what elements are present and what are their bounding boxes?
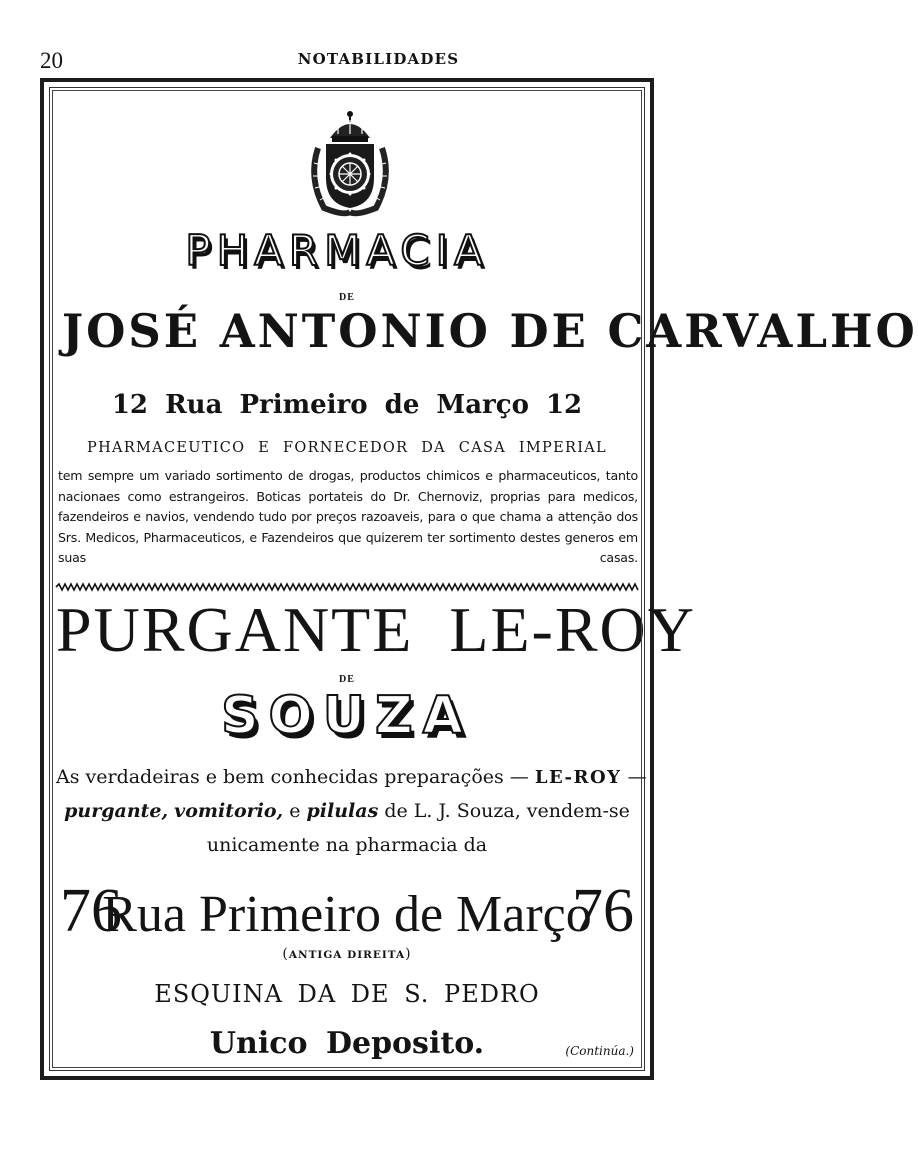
purgante-address	[56, 877, 638, 946]
continued-note: (Continúa.)	[565, 1044, 634, 1058]
pharmacy-heading: PHARMACIA	[185, 226, 489, 275]
advertisement-frame	[40, 78, 918, 1080]
open-paren: (	[282, 946, 289, 962]
conjunction: e	[289, 800, 301, 822]
close-paren: )	[405, 946, 412, 962]
owner-name: JOSÉ ANTONIO DE CARVALHO	[61, 304, 918, 358]
imperial-coat-of-arms-icon	[304, 108, 396, 218]
dash: —	[627, 766, 647, 788]
wavy-divider	[56, 582, 638, 592]
street-number-right: 76	[572, 877, 634, 945]
sales-text-line	[56, 766, 647, 788]
product-purgante: purgante,	[64, 800, 169, 822]
street-corner: ESQUINA DA DE S. PEDRO	[154, 980, 540, 1008]
maker-heading: SOUZA	[221, 686, 473, 746]
page-number: 20	[40, 48, 63, 73]
sole-deposit: Unico Deposito.	[209, 1026, 485, 1061]
street-number-left: 76	[60, 877, 122, 945]
pharmacy-description: tem sempre um variado sortimento de drogas, productos chimicos e pharmaceuticos, tanto nacionaes como estrangeiros. Boticas portateis do Dr. Chernoviz, proprias para medicos, fazendeiros e navios, vendendo tudo por preços razoaveis, para o que chama a attenção dos Srs. Medicos, Pharmaceuticos, e Fazendeiros que quizerem ter sortimento destes generos em suas casas.	[58, 468, 638, 566]
former-name-text: ANTIGA DIREITA	[288, 949, 406, 961]
pharmacy-address: 12 Rua Primeiro de Março 12	[111, 390, 583, 420]
advertisement-content	[56, 94, 918, 1064]
sales-text: As verdadeiras e bem conhecidas preparações —	[56, 766, 529, 788]
brand-name: LE-ROY	[534, 767, 622, 788]
product-pilulas: pilulas	[306, 800, 379, 822]
supplier-title: PHARMACEUTICO E FORNECEDOR DA CASA IMPERIAL	[87, 440, 607, 456]
product-vomitorio: vomitorio,	[174, 800, 284, 822]
former-street-name	[56, 946, 638, 962]
purgante-heading: PURGANTE LE-ROY	[56, 594, 696, 665]
preposition-de: DE	[339, 674, 355, 685]
sales-text: de L. J. Souza, vendem-se	[384, 800, 630, 822]
running-head: NOTABILIDADES	[297, 50, 460, 68]
sales-text-line: unicamente na pharmacia da	[206, 834, 488, 856]
page-header	[0, 46, 757, 76]
sales-text-line	[56, 800, 638, 822]
preposition-de: DE	[339, 292, 355, 303]
street-name: Rua Primeiro de Março	[102, 886, 592, 943]
